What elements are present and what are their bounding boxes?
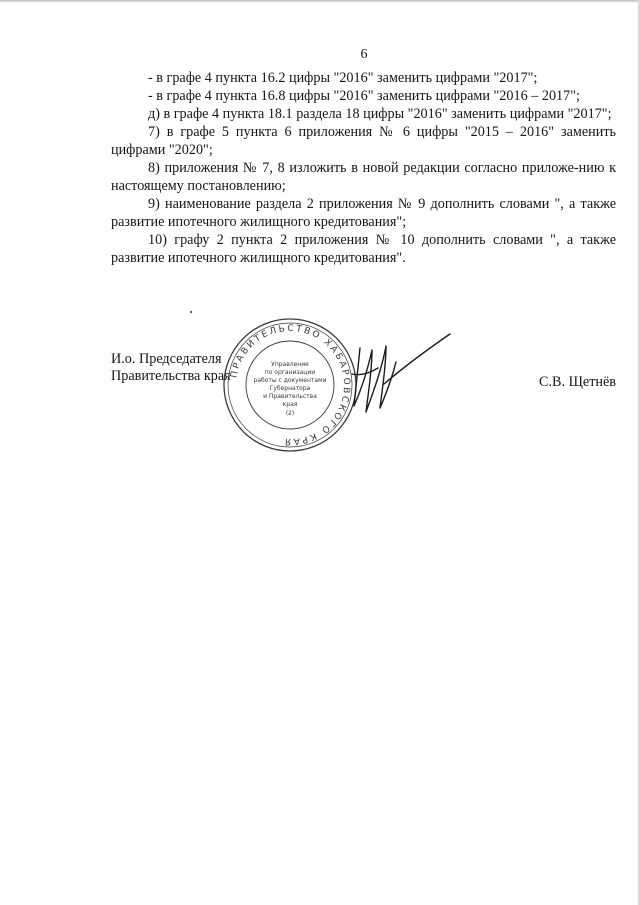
seal-inner-line: по организации bbox=[264, 369, 316, 376]
scan-edge-top bbox=[0, 0, 640, 3]
paragraph-18-1: д) в графе 4 пункта 18.1 раздела 18 цифры "2016" заменить цифрами "2017"; bbox=[148, 106, 612, 122]
scan-speck bbox=[190, 311, 192, 313]
handwritten-signature bbox=[338, 328, 458, 423]
seal-inner-line: края bbox=[282, 401, 298, 408]
signer-title-line2: Правительства края bbox=[111, 368, 231, 384]
page-number: 6 bbox=[360, 47, 368, 62]
seal-inner-line: работы с документами bbox=[253, 377, 327, 384]
paragraph-7: 7) в графе 5 пункта 6 приложения № 6 цифры "2015 – 2016" заменить цифрами "2020"; bbox=[111, 124, 616, 158]
seal-inner-line: Губернатора bbox=[269, 385, 311, 392]
paragraph-9: 9) наименование раздела 2 приложения № 9 дополнить словами ", а также развитие ипотечного жилищного кредитования"; bbox=[111, 196, 616, 230]
seal-inner-line: Управление bbox=[271, 361, 309, 368]
seal-inner-line: (2) bbox=[285, 410, 295, 417]
signer-title-line1: И.о. Председателя bbox=[111, 351, 222, 367]
seal-outer-text: ПРАВИТЕЛЬСТВО ХАБАРОВСКОГО КРАЯ bbox=[229, 323, 352, 447]
seal-inner-line: и Правительства bbox=[263, 393, 317, 400]
paragraph-10: 10) графу 2 пункта 2 приложения № 10 дополнить словами ", а также развитие ипотечного жилищного кредитования". bbox=[111, 232, 616, 266]
paragraph-16-2: - в графе 4 пункта 16.2 цифры "2016" заменить цифрами "2017"; bbox=[148, 70, 538, 86]
signer-name: С.В. Щетнёв bbox=[539, 374, 616, 390]
paragraph-8: 8) приложения № 7, 8 изложить в новой редакции согласно приложе-нию к настоящему постановлению; bbox=[111, 160, 616, 194]
paragraph-16-8: - в графе 4 пункта 16.8 цифры "2016" заменить цифрами "2016 – 2017"; bbox=[148, 88, 580, 104]
document-body bbox=[111, 69, 616, 267]
